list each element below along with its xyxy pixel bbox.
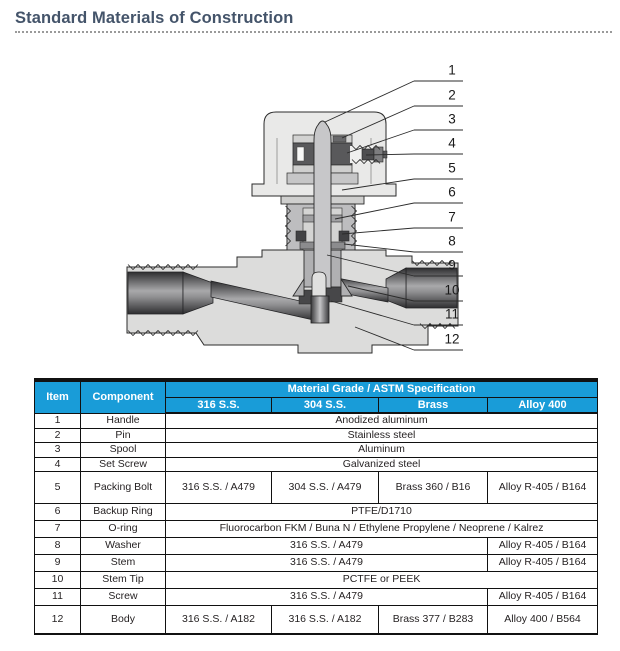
table-row [35, 589, 598, 606]
component-cell: Pin [81, 428, 166, 443]
col-header-alloy400: Alloy 400 [488, 397, 598, 413]
callout-number: 12 [444, 331, 460, 347]
material-cell: Brass 360 / B16 [379, 472, 488, 504]
component-cell: Packing Bolt [81, 472, 166, 504]
table-row [35, 555, 598, 572]
table-row [35, 428, 598, 443]
callout-number: 8 [448, 233, 456, 249]
materials-table-body [35, 413, 598, 634]
item-cell: 1 [35, 413, 81, 428]
component-cell: Spool [81, 443, 166, 458]
col-header-316ss: 316 S.S. [166, 397, 272, 413]
col-header-304ss: 304 S.S. [272, 397, 379, 413]
callout-number: 4 [448, 135, 456, 151]
component-cell: Screw [81, 589, 166, 606]
callout-number: 1 [448, 62, 456, 78]
material-cell: Fluorocarbon FKM / Buna N / Ethylene Propylene / Neoprene / Kalrez [166, 521, 598, 538]
materials-table-header [35, 380, 598, 413]
material-cell: Brass 377 / B283 [379, 606, 488, 634]
material-cell: 316 S.S. / A479 [166, 589, 488, 606]
item-cell: 6 [35, 504, 81, 521]
table-row [35, 504, 598, 521]
material-cell: 316 S.S. / A479 [166, 472, 272, 504]
callout-number: 9 [448, 257, 456, 273]
callout-number: 3 [448, 111, 456, 127]
table-row [35, 538, 598, 555]
col-header-brass: Brass [379, 397, 488, 413]
table-row [35, 606, 598, 634]
item-cell: 10 [35, 572, 81, 589]
callout-number: 7 [448, 209, 456, 225]
component-cell: Washer [81, 538, 166, 555]
material-cell: PTFE/D1710 [166, 504, 598, 521]
callout-number: 5 [448, 160, 456, 176]
item-cell: 4 [35, 457, 81, 472]
material-cell: Galvanized steel [166, 457, 598, 472]
table-row [35, 457, 598, 472]
page-title: Standard Materials of Construction [15, 9, 294, 27]
screw-part [311, 296, 329, 323]
material-cell: Stainless steel [166, 428, 598, 443]
item-cell: 12 [35, 606, 81, 634]
material-cell: 316 S.S. / A479 [166, 555, 488, 572]
callout-number: 2 [448, 87, 456, 103]
component-cell: Backup Ring [81, 504, 166, 521]
material-cell: 316 S.S. / A479 [166, 538, 488, 555]
callout-number: 6 [448, 184, 456, 200]
o-ring-part-left [296, 231, 306, 241]
table-row [35, 413, 598, 428]
col-header-spec: Material Grade / ASTM Specification [166, 380, 598, 397]
item-cell: 9 [35, 555, 81, 572]
material-cell: 304 S.S. / A479 [272, 472, 379, 504]
material-cell: 316 S.S. / A182 [166, 606, 272, 634]
component-cell: Handle [81, 413, 166, 428]
material-cell: Alloy 400 / B564 [488, 606, 598, 634]
item-cell: 3 [35, 443, 81, 458]
component-cell: Set Screw [81, 457, 166, 472]
component-cell: O-ring [81, 521, 166, 538]
item-cell: 7 [35, 521, 81, 538]
item-cell: 2 [35, 428, 81, 443]
stem-tip-part [312, 272, 326, 296]
callout-number: 11 [444, 306, 460, 322]
material-cell: PCTFE or PEEK [166, 572, 598, 589]
callout-number: 10 [444, 282, 460, 298]
component-cell: Stem [81, 555, 166, 572]
material-cell: 316 S.S. / A182 [272, 606, 379, 634]
item-cell: 5 [35, 472, 81, 504]
item-cell: 11 [35, 589, 81, 606]
table-row [35, 472, 598, 504]
table-row [35, 521, 598, 538]
materials-table [34, 378, 598, 635]
material-cell: Aluminum [166, 443, 598, 458]
material-cell: Alloy R-405 / B164 [488, 589, 598, 606]
material-cell: Alloy R-405 / B164 [488, 538, 598, 555]
component-cell: Stem Tip [81, 572, 166, 589]
item-cell: 8 [35, 538, 81, 555]
table-row [35, 572, 598, 589]
material-cell: Alloy R-405 / B164 [488, 555, 598, 572]
material-cell: Anodized aluminum [166, 413, 598, 428]
table-row [35, 443, 598, 458]
material-cell: Alloy R-405 / B164 [488, 472, 598, 504]
component-cell: Body [81, 606, 166, 634]
o-ring-part-right [339, 231, 349, 241]
col-header-item: Item [35, 380, 81, 413]
col-header-component: Component [81, 380, 166, 413]
